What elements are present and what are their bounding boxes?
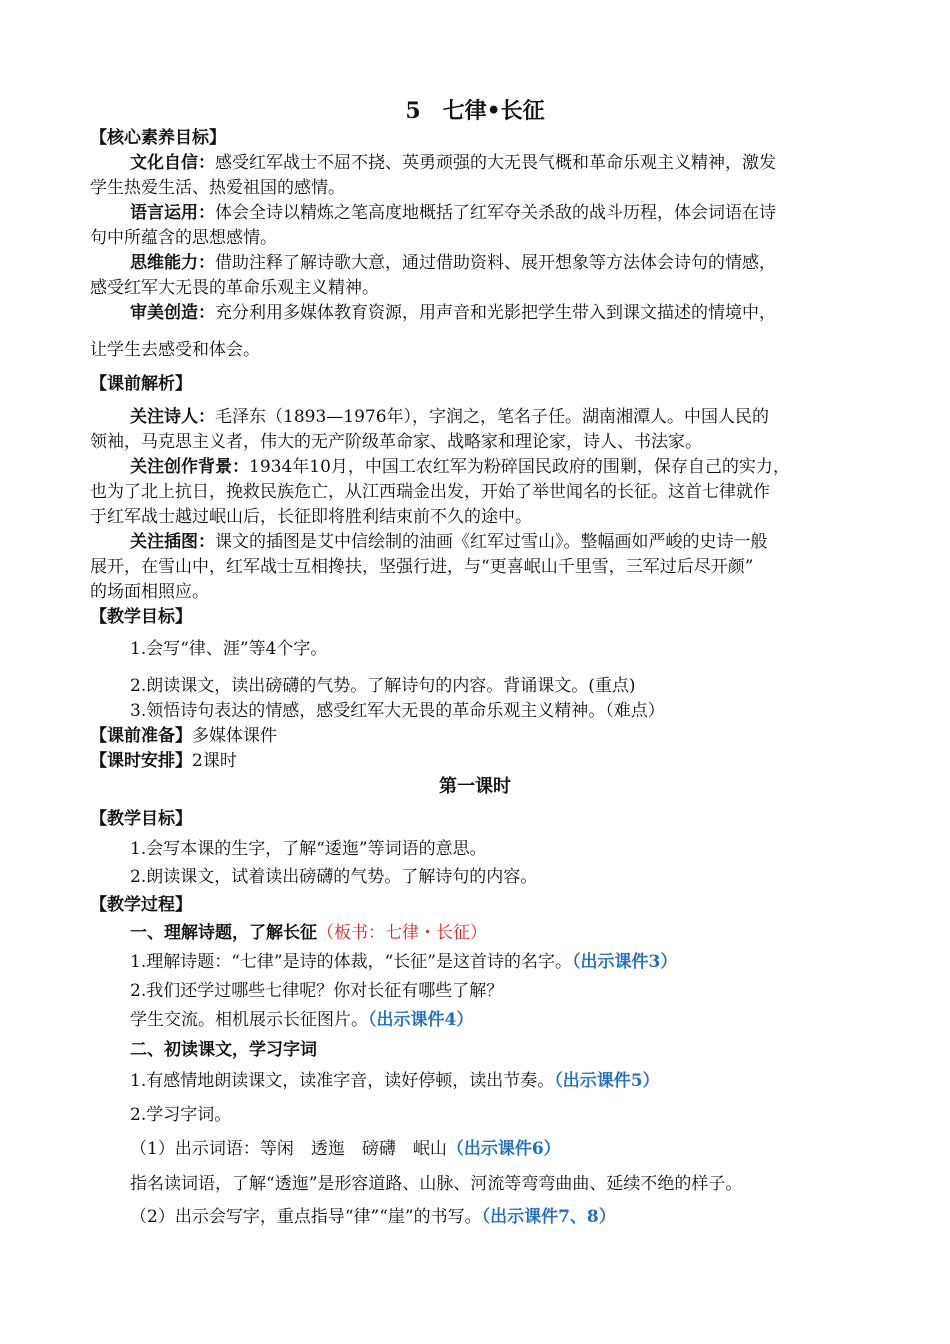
slide-cue: （出示课件5）	[554, 1071, 660, 1091]
step1-line: 2.我们还学过哪些七律呢？你对长征有哪些了解？	[130, 981, 504, 1001]
step2-heading: 二、初读课文，学习字词	[130, 1040, 317, 1060]
slide-cue: （出示课件4）	[368, 1010, 474, 1030]
step1-line: 1.理解诗题：“七律”是诗的体裁，“长征”是这首诗的名字。（出示课件3）	[130, 952, 678, 972]
step1-heading: 一、理解诗题，了解长征（板书：七律・长征）	[130, 923, 487, 943]
board-note: （板书：七律・长征）	[317, 923, 487, 943]
pre-item-illustration: 关注插图：课文的插图是艾中信绘制的油画《红军过雪山》。整幅画如严峻的史诗一般	[130, 532, 768, 552]
core-item-language-cont: 句中所蕴含的思想感情。	[90, 228, 277, 248]
pre-item-poet: 关注诗人：毛泽东（1893—1976年），字润之，笔名子任。湖南湘潭人。中国人民的	[130, 407, 770, 427]
pre-item-illustration-cont: 的场面相照应。	[90, 582, 209, 602]
pre-item-poet-cont: 领袖，马克思主义者，伟大的无产阶级革命家、战略家和理论家，诗人、书法家。	[90, 432, 702, 452]
schedule-line: 【课时安排】2课时	[90, 751, 237, 771]
pre-item-illustration-cont: 展开，在雪山中，红军战士互相搀扶，坚强行进，与“更喜岷山千里雪，三军过后尽开颜”	[90, 557, 754, 577]
core-item-thinking-cont: 感受红军大无畏的革命乐观主义精神。	[90, 278, 379, 298]
pre-item-background-cont: 也为了北上抗日，挽救民族危亡，从江西瑞金出发，开始了举世闻名的长征。这首七律就作	[90, 482, 770, 502]
teaching-goal-item: 1.会写“律、涯”等4个字。	[130, 639, 328, 659]
core-item-aesthetic-cont: 让学生去感受和体会。	[90, 340, 260, 360]
pre-item-background: 关注创作背景：1934年10月，中国工农红军为粉碎国民政府的围剿，保存自己的实力，	[130, 457, 790, 477]
teaching-goal-item: 3.领悟诗句表达的情感，感受红军大无畏的革命乐观主义精神。（难点）	[130, 701, 665, 721]
step2-line: （2）出示会写字，重点指导“律”“崖”的书写。（出示课件7、8）	[130, 1207, 616, 1227]
core-item-language: 语言运用：体会全诗以精炼之笔高度地概括了红军夺关杀敌的战斗历程，体会词语在诗	[130, 203, 776, 223]
section-heading-lesson1-goals: 【教学目标】	[90, 809, 192, 829]
slide-cue: （出示课件6）	[446, 1139, 561, 1159]
core-item-culture-cont: 学生热爱生活、热爱祖国的感情。	[90, 178, 345, 198]
section-heading-core-goals: 【核心素养目标】	[90, 128, 226, 148]
slide-cue: （出示课件7、8）	[481, 1207, 616, 1227]
step1-line: 学生交流。相机展示长征图片。（出示课件4）	[130, 1010, 474, 1030]
section-heading-teaching-goals: 【教学目标】	[90, 607, 192, 627]
core-item-thinking: 思维能力：借助注释了解诗歌大意，通过借助资料、展开想象等方法体会诗句的情感，	[130, 253, 776, 273]
lesson-title: 5 七律•长征	[405, 98, 545, 124]
lesson1-goal-item: 2.朗读课文，试着读出磅礴的气势。了解诗句的内容。	[130, 867, 538, 887]
core-item-aesthetic: 审美创造：充分利用多媒体教育资源，用声音和光影把学生带入到课文描述的情境中，	[130, 303, 776, 323]
section-heading-process: 【教学过程】	[90, 895, 192, 915]
lesson1-goal-item: 1.会写本课的生字，了解“逶迤”等词语的意思。	[130, 839, 487, 859]
slide-cue: （出示课件3）	[571, 952, 678, 972]
step2-line: 1.有感情地朗读课文，读准字音，读好停顿，读出节奏。（出示课件5）	[130, 1071, 660, 1091]
step2-line: 指名读词语，了解“透迤”是形容道路、山脉、河流等弯弯曲曲、延续不绝的样子。	[130, 1174, 743, 1194]
lesson1-title: 第一课时	[439, 776, 511, 797]
step2-line: （1）出示词语：等闲 透迤 磅礴 岷山（出示课件6）	[130, 1139, 561, 1159]
prep-line: 【课前准备】多媒体课件	[90, 726, 277, 746]
pre-item-background-cont: 于红军战士越过岷山后，长征即将胜利结束前不久的途中。	[90, 507, 532, 527]
teaching-goal-item: 2.朗读课文，读出磅礴的气势。了解诗句的内容。背诵课文。(重点)	[130, 676, 636, 696]
core-item-culture: 文化自信：感受红军战士不屈不挠、英勇顽强的大无畏气概和革命乐观主义精神，激发	[130, 153, 776, 173]
step2-line: 2.学习字词。	[130, 1105, 232, 1125]
section-heading-pre-analysis: 【课前解析】	[90, 374, 192, 394]
